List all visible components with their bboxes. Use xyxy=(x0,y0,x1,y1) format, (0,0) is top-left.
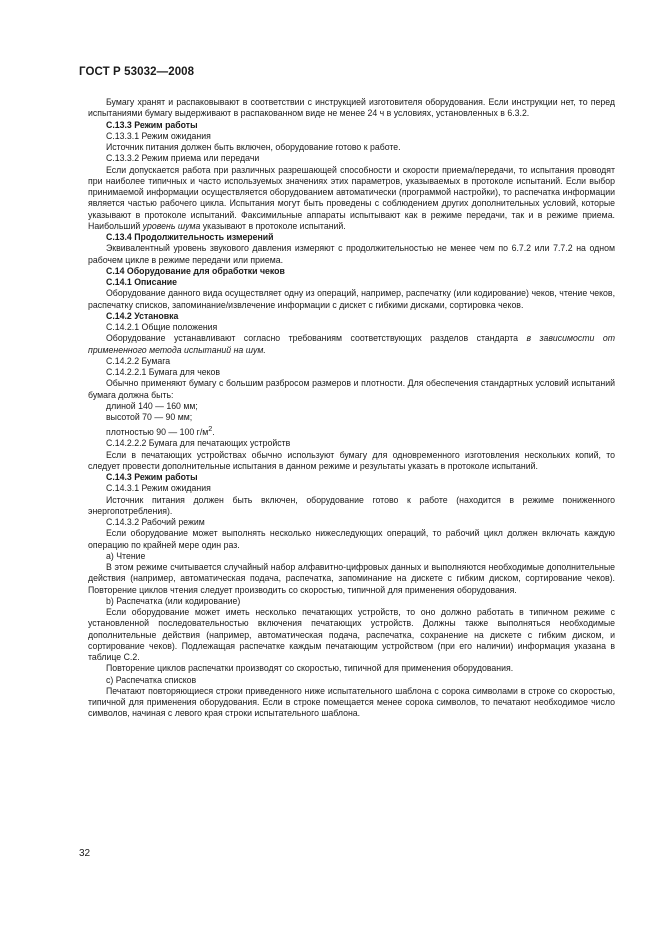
list-item: высотой 70 — 90 мм; xyxy=(106,412,193,422)
subsection-heading: С.13.3.2 Режим приема или передачи xyxy=(106,153,260,164)
subsection-heading: С.13.3.1 Режим ожидания xyxy=(106,130,211,141)
section-heading: С.14.1 Описание xyxy=(106,277,178,287)
paragraph: Если в печатающих устройствах обычно используют бумагу для одновременного изготовления нескольких копий, то следует провести дополнительные испытания в данном режиме и результаты указать в протоколе испытаний. xyxy=(88,449,615,471)
paragraph: Источник питания должен быть включен, оборудование готово к работе (находится в режиме пониженного энергопотребления). xyxy=(88,494,615,516)
section-heading: С.14.2 Установка xyxy=(106,310,179,321)
subsection-heading: С.14.3.2 Рабочий режим xyxy=(106,517,205,528)
section-heading: С.14.3 Режим работы xyxy=(106,472,198,483)
superscript: 2 xyxy=(208,424,213,434)
paragraph: Источник питания должен быть включен, оборудование готово к работе. xyxy=(106,142,401,152)
paragraph: Если оборудование может иметь несколько печатающих устройств, то оно должно работать в типичном режиме с установленной последовательностью включения печатающих устройств. Должны также выполняться необходимые дополнительные действия (например, автоматическая подача, распечатка, сохранение на дискете с гибким диском, и сортирование чеков). Подлежащая распечатке каждым печатающим устройством (при его наличии) информация указана в таблице С.2. xyxy=(88,607,615,663)
subsection-heading: С.14.2.2.1 Бумага для чеков xyxy=(106,367,221,377)
subsection-heading: С.14.2.2.2 Бумага для печатающих устройств xyxy=(106,438,291,449)
paragraph: Обычно применяют бумагу с большим разбросом размеров и плотности. Для обеспечения стандартных условий испытаний бумага должна быть: xyxy=(88,378,615,400)
subsection-heading: С.14.2.1 Общие положения xyxy=(106,322,218,332)
paragraph: Бумагу хранят и распаковывают в соответствии с инструкцией изготовителя оборудования. Если инструкции нет, то перед испытаниями бумагу выдерживают в распакованном виде не менее 24 ч в условиях, установленных в 6.3.2. xyxy=(88,97,615,119)
paragraph: Повторение циклов распечатки производят со скоростью, типичной для применения оборудования. xyxy=(106,663,514,674)
paragraph: Если оборудование может выполнять несколько нижеследующих операций, то рабочий цикл должен включать каждую операцию по крайней мере один раз. xyxy=(88,528,615,550)
list-heading: а) Чтение xyxy=(106,550,146,561)
page-number: 32 xyxy=(79,848,91,859)
document-body xyxy=(88,97,615,720)
text-run: Оборудование устанавливают согласно требованиям соответствующих разделов стандарта xyxy=(106,333,518,344)
paragraph: Эквивалентный уровень звукового давления измеряют с продолжительностью не менее чем по 6.7.2 или 7.7.2 на одном рабочем цикле в режиме передачи или приема. xyxy=(88,243,615,265)
paragraph xyxy=(88,333,615,356)
italic-term: в зависимости от примененного метода испытаний на шум. xyxy=(88,333,615,355)
text-run: указывают в протоколе испытаний. xyxy=(202,220,346,231)
subsection-heading: С.14.3.1 Режим ожидания xyxy=(106,483,211,494)
paragraph: Печатают повторяющиеся строки приведенного ниже испытательного шаблона с сорока символами в строке со скоростью, типичной для применения оборудования. Если в строке помещается менее сорока символов, то печатают необходимое число символов, начиная с левого края строки испытательного шаблона. xyxy=(88,685,615,719)
section-heading: С.13.3 Режим работы xyxy=(106,119,198,130)
section-heading: С.14 Оборудование для обработки чеков xyxy=(106,265,285,276)
list-item xyxy=(88,423,615,438)
italic-term: уровень шума xyxy=(142,220,201,231)
text-run: . xyxy=(212,427,215,438)
paragraph: В этом режиме считывается случайный набор алфавитно-цифровых данных и выполняются необходимые дополнительные действия (например, автоматическая подача, распечатка, запоминание на дискете с гибким диском, сортирование чеков). Повторение циклов чтения следует производить со скоростью, типичной для применения оборудования. xyxy=(88,562,615,595)
subsection-heading: С.14.2.2 Бумага xyxy=(106,355,171,366)
list-heading: b) Распечатка (или кодирование) xyxy=(106,595,241,606)
list-heading: с) Распечатка списков xyxy=(106,674,197,685)
text-run: плотностью 90 — 100 г/м xyxy=(106,427,209,438)
document-header: ГОСТ Р 53032—2008 xyxy=(79,66,195,78)
paragraph xyxy=(88,165,615,233)
section-heading: С.13.4 Продолжительность измерений xyxy=(106,232,274,242)
paragraph: Оборудование данного вида осуществляет одну из операций, например, распечатку (или кодирование) чеков, чтение чеков, распечатку списков, запоминание/извлечение информации с дискет с гибкими дисками, сортировка чеков. xyxy=(88,288,615,310)
text-run: Если допускается работа при различных разрешающей способности и скорости приема/передачи, то испытания проводят при наиболее типичных и часто используемых значениях этих параметров, указываемых в протоколе испытаний. Если выбор принимаемой информации осуществляется оборудованием автоматически (программой настройки), то распечатка информации является частью рабочего цикла. Испытания могут быть проведены с соблюдением других дополнительных условий, которые указывают в протоколе испытаний. Факсимильные аппараты испытывают как в режиме передачи, так и в режиме приема. Наибольший xyxy=(88,164,615,231)
list-item: длиной 140 — 160 мм; xyxy=(106,400,198,411)
